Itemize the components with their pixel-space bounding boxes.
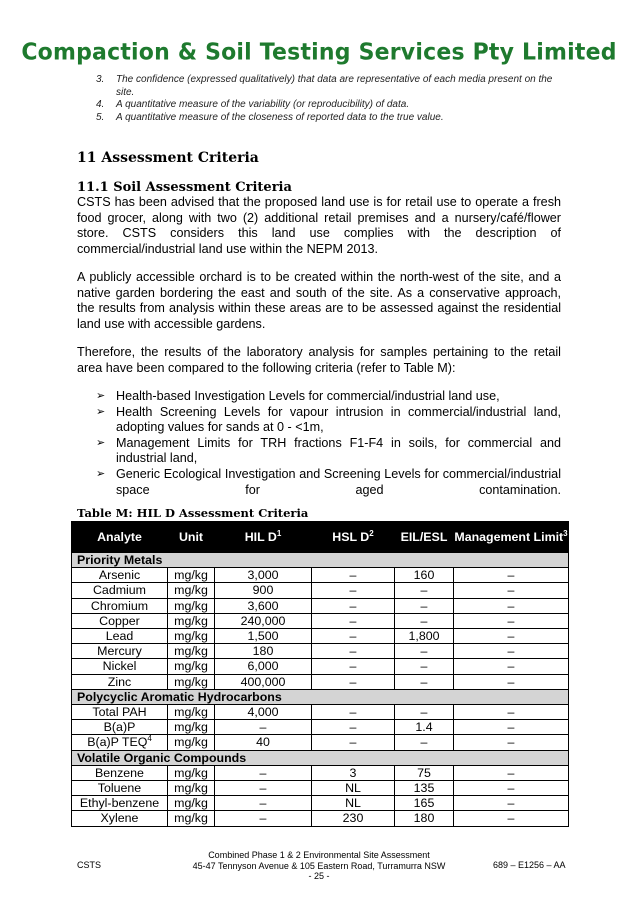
table-cell: – [454, 720, 569, 735]
table-cell: 180 [215, 644, 312, 659]
table-cell: – [312, 659, 395, 674]
paragraph: CSTS has been advised that the proposed land use is for retail use to operate a fresh food grocer, along with two (2) additional retail premises and a nursery/café/flower store. CSTS considers this land use complies with the description of commercial/industrial land use within the NEPM 2013. [77, 195, 561, 256]
table-header-row [72, 522, 569, 553]
paragraph: Therefore, the results of the laboratory analysis for samples pertaining to the retail area have been compared to the following criteria (refer to Table M): [77, 345, 561, 375]
table-caption: Table M: HIL D Assessment Criteria [77, 506, 309, 520]
table-group-row [72, 689, 569, 704]
table-group-row [72, 553, 569, 568]
table-cell: 40 [215, 735, 312, 750]
table-row [72, 644, 569, 659]
table-cell: B(a)P TEQ$^4$ [72, 735, 168, 750]
header-eil: EIL/ESL [395, 522, 454, 553]
table-cell: – [215, 796, 312, 811]
table-cell: mg/kg [168, 629, 215, 644]
paragraph: A publicly accessible orchard is to be created within the north-west of the site, and a native garden bordering the east and south of the site. As a conservative approach, the results from analysis within these areas are to be assessed against the residential land use with accessible gardens. [77, 270, 561, 331]
table-cell: Xylene [72, 811, 168, 826]
table-row [72, 811, 569, 826]
table-cell: – [395, 583, 454, 598]
table-cell: – [312, 735, 395, 750]
table-cell: – [215, 811, 312, 826]
bullet-item [96, 436, 561, 467]
assessment-table [71, 521, 569, 827]
table-cell: – [454, 735, 569, 750]
criteria-list [96, 74, 566, 124]
table-row [72, 781, 569, 796]
table-cell: mg/kg [168, 796, 215, 811]
bullet-text: Health Screening Levels for vapour intrusion in commercial/industrial land, adopting values for sands at 0 - <1m, [116, 404, 561, 435]
arrow-bullet-icon: ➢ [96, 390, 106, 402]
table-cell: mg/kg [168, 811, 215, 826]
header-hsl: HSL $D^2$ [312, 522, 395, 553]
table-cell: – [454, 568, 569, 583]
table-cell: 900 [215, 583, 312, 598]
header-analyte: Analyte [72, 522, 168, 553]
table-cell: mg/kg [168, 644, 215, 659]
header-unit: Unit [168, 522, 215, 553]
table-cell: – [454, 705, 569, 720]
table-cell: – [454, 659, 569, 674]
arrow-bullet-icon: ➢ [96, 467, 106, 480]
criteria-bullets [96, 389, 561, 498]
table-cell: NL [312, 796, 395, 811]
table-cell: mg/kg [168, 568, 215, 583]
table-cell: – [454, 811, 569, 826]
table-row [72, 568, 569, 583]
table-row [72, 674, 569, 689]
table-cell: mg/kg [168, 735, 215, 750]
table-cell: 230 [312, 811, 395, 826]
table-row [72, 613, 569, 628]
list-text: A quantitative measure of the closeness of reported data to the true value. [116, 111, 444, 123]
table-cell: Total PAH [72, 705, 168, 720]
footer-center [150, 850, 488, 882]
table-group-row [72, 750, 569, 765]
table-cell: 135 [395, 781, 454, 796]
table-cell: – [395, 674, 454, 689]
table-cell: Chromium [72, 598, 168, 613]
table-cell: – [312, 705, 395, 720]
table-row [72, 735, 569, 750]
table-cell: – [215, 781, 312, 796]
table-cell: Arsenic [72, 568, 168, 583]
list-item [96, 74, 566, 99]
table-cell: – [395, 659, 454, 674]
table-cell: 1,500 [215, 629, 312, 644]
table-cell: mg/kg [168, 705, 215, 720]
list-number: 5. [96, 111, 105, 123]
table-cell: – [454, 583, 569, 598]
table-row [72, 583, 569, 598]
table-cell: mg/kg [168, 659, 215, 674]
table-cell: NL [312, 781, 395, 796]
table-cell: – [215, 720, 312, 735]
table-cell: 240,000 [215, 613, 312, 628]
table-cell: mg/kg [168, 674, 215, 689]
table-cell: mg/kg [168, 781, 215, 796]
table-cell: – [454, 674, 569, 689]
table-cell: – [312, 629, 395, 644]
table-cell: – [454, 781, 569, 796]
table-cell: Toluene [72, 781, 168, 796]
table-cell: – [395, 735, 454, 750]
table-cell: 3,000 [215, 568, 312, 583]
group-label: Priority Metals [72, 553, 569, 568]
table-cell: Copper [72, 613, 168, 628]
table-cell: – [312, 644, 395, 659]
table-cell: 6,000 [215, 659, 312, 674]
table-cell: 1.4 [395, 720, 454, 735]
bullet-text: Generic Ecological Investigation and Screening Levels for commercial/industrial space for aged contamination. [116, 466, 561, 497]
table-cell: – [312, 613, 395, 628]
bullet-item [96, 467, 561, 498]
table-cell: – [454, 796, 569, 811]
table-cell: 3,600 [215, 598, 312, 613]
group-label: Polycyclic Aromatic Hydrocarbons [72, 689, 569, 704]
subsection-heading: 11.1 Soil Assessment Criteria [77, 180, 292, 195]
table-cell: Mercury [72, 644, 168, 659]
table-cell: 1,800 [395, 629, 454, 644]
table-cell: – [215, 765, 312, 780]
bullet-item [96, 389, 561, 405]
table-cell: B(a)P [72, 720, 168, 735]
section-heading: 11 Assessment Criteria [77, 150, 259, 166]
table-cell: Cadmium [72, 583, 168, 598]
table-cell: – [312, 568, 395, 583]
arrow-bullet-icon: ➢ [96, 405, 106, 418]
table-cell: 75 [395, 765, 454, 780]
table-cell: 400,000 [215, 674, 312, 689]
table-cell: Benzene [72, 765, 168, 780]
table-cell: 165 [395, 796, 454, 811]
table-cell: 180 [395, 811, 454, 826]
table-cell: 160 [395, 568, 454, 583]
table-cell: mg/kg [168, 613, 215, 628]
list-item [96, 112, 566, 125]
table-cell: Ethyl-benzene [72, 796, 168, 811]
table-cell: – [454, 629, 569, 644]
table-row [72, 705, 569, 720]
footer-address: 45-47 Tennyson Avenue & 105 Eastern Road, Turramurra NSW [192, 860, 446, 871]
table-row [72, 720, 569, 735]
bullet-text: Management Limits for TRH fractions F1-F4 in soils, for commercial and industrial land, [116, 435, 561, 466]
footer-report-number: 689 – E1256 – AA [493, 860, 566, 870]
table-cell: Nickel [72, 659, 168, 674]
list-item [96, 99, 566, 112]
bullet-item [96, 405, 561, 436]
table-cell: – [454, 598, 569, 613]
table-row [72, 796, 569, 811]
table-cell: – [395, 644, 454, 659]
table-cell: – [454, 613, 569, 628]
table-cell: – [454, 644, 569, 659]
table-cell: Lead [72, 629, 168, 644]
table-cell: Zinc [72, 674, 168, 689]
table-cell: – [312, 583, 395, 598]
list-number: 3. [96, 74, 105, 85]
table-cell: mg/kg [168, 720, 215, 735]
table-cell: mg/kg [168, 583, 215, 598]
table-cell: – [454, 765, 569, 780]
company-header: Compaction & Soil Testing Services Pty Limited [21, 39, 617, 66]
table-row [72, 659, 569, 674]
bullet-text: Health-based Investigation Levels for commercial/industrial land use, [116, 389, 500, 403]
list-text: The confidence (expressed qualitatively) that data are representative of each media present on the site. [116, 74, 553, 98]
table-cell: mg/kg [168, 765, 215, 780]
table-cell: – [312, 720, 395, 735]
table-cell: – [395, 598, 454, 613]
list-number: 4. [96, 99, 105, 110]
arrow-bullet-icon: ➢ [96, 436, 106, 449]
table-row [72, 629, 569, 644]
list-text: A quantitative measure of the variability (or reproducibility) of data. [116, 99, 410, 110]
group-label: Volatile Organic Compounds [72, 750, 569, 765]
footer-company: CSTS [77, 860, 102, 870]
table-cell: 3 [312, 765, 395, 780]
table-row [72, 598, 569, 613]
footer-report-title: Combined Phase 1 & 2 Environmental Site Assessment [208, 850, 430, 860]
table-cell: – [312, 598, 395, 613]
table-cell: mg/kg [168, 598, 215, 613]
table-cell: – [395, 705, 454, 720]
page-number: - 25 - [308, 871, 330, 881]
table-row [72, 765, 569, 780]
header-management: Management Limit$^3$ [454, 522, 569, 553]
table-cell: – [395, 613, 454, 628]
table-cell: 4,000 [215, 705, 312, 720]
table-cell: – [312, 674, 395, 689]
header-hil: HIL $D^1$ [215, 522, 312, 553]
